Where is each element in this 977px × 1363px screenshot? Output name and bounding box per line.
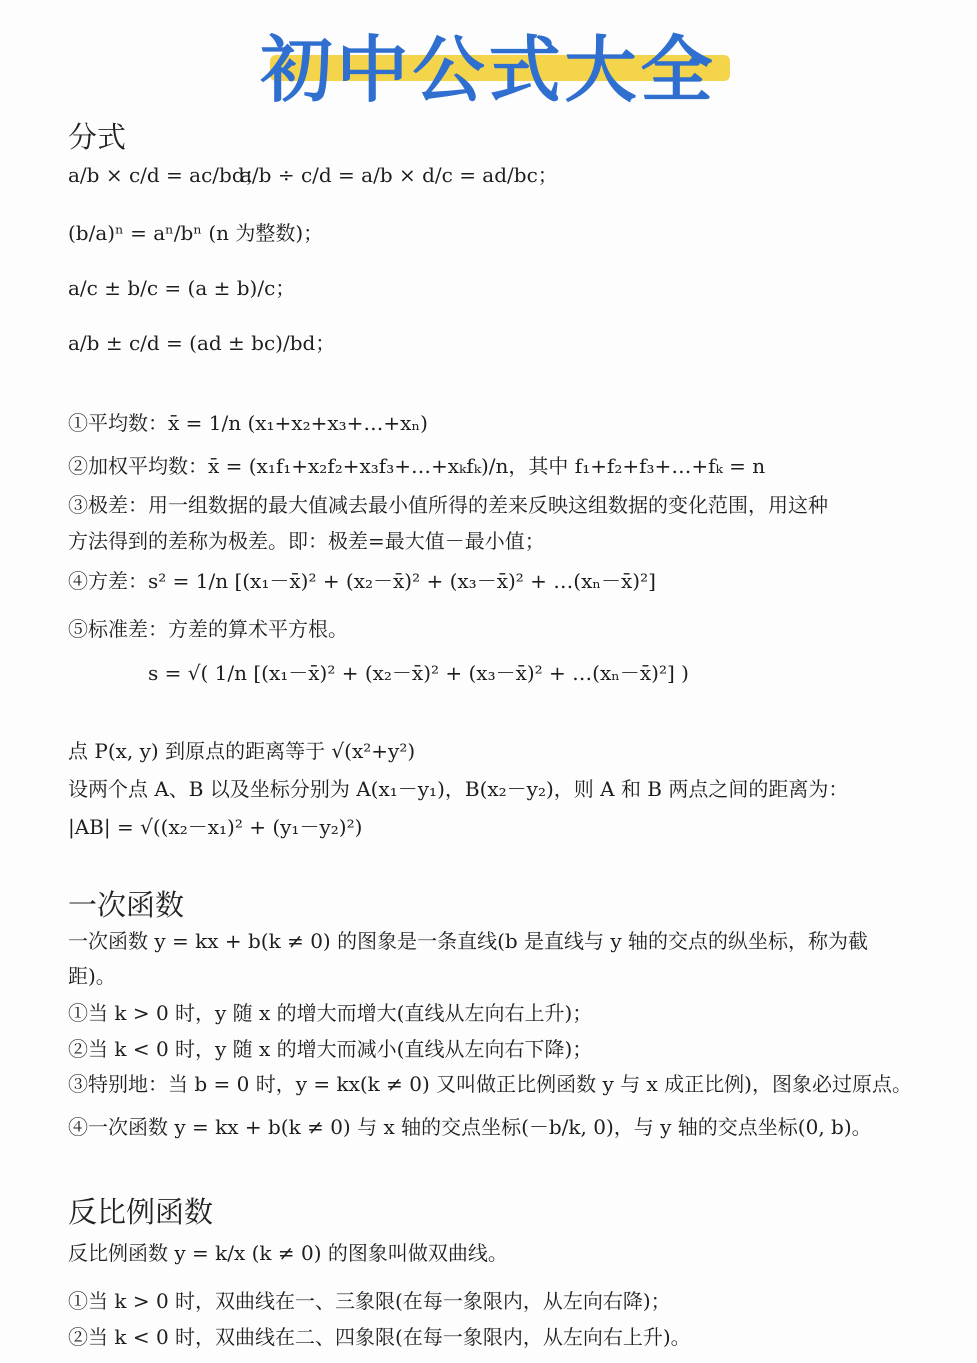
inverse-k-positive: ①当 k > 0 时，双曲线在一、三象限(在每一象限内，从左向右降)； (68, 1289, 671, 1313)
inverse-k-negative: ②当 k < 0 时，双曲线在二、四象限(在每一象限内，从左向右上升)。 (68, 1325, 691, 1349)
stat-range-line1: ③极差：用一组数据的最大值减去最小值所得的差来反映这组数据的变化范围，用这种 (68, 493, 828, 517)
formula-different-denominator: a/b ± c/d = (ad ± bc)/bd； (68, 331, 336, 355)
section-heading-linear: 一次函数 (68, 888, 185, 922)
stat-std-line1: ⑤标准差：方差的算术平方根。 (68, 617, 348, 641)
stat-mean: ①平均数：x̄ = 1/n (x₁+x₂+x₃+…+xₙ) (68, 411, 428, 435)
page-title: 初中公式大全 (260, 28, 717, 112)
section-heading-fraction: 分式 (68, 120, 127, 154)
formula-same-denominator: a/c ± b/c = (a ± b)/c； (68, 276, 296, 300)
linear-line2: 距)。 (68, 964, 116, 988)
linear-k-positive: ①当 k > 0 时，y 随 x 的增大而增大(直线从左向右上升)； (68, 1001, 593, 1025)
linear-line1: 一次函数 y = kx + b(k ≠ 0) 的图象是一条直线(b 是直线与 y 轴的交点的纵坐标，称为截 (68, 929, 869, 953)
section-heading-inverse: 反比例函数 (68, 1195, 214, 1229)
distance-formula: |AB| = √((x₂－x₁)² + (y₁－y₂)²) (68, 815, 363, 839)
formula-divide: a/b ÷ c/d = a/b × d/c = ad/bc； (240, 163, 558, 187)
linear-intercepts: ④一次函数 y = kx + b(k ≠ 0) 与 x 轴的交点坐标(－b/k, 0)，与 y 轴的交点坐标(0, b)。 (68, 1115, 872, 1139)
formula-power: (b/a)ⁿ = aⁿ/bⁿ (n 为整数)； (68, 221, 324, 245)
inverse-line1: 反比例函数 y = k/x (k ≠ 0) 的图象叫做双曲线。 (68, 1241, 508, 1265)
linear-k-negative: ②当 k < 0 时，y 随 x 的增大而减小(直线从左向右下降)； (68, 1037, 593, 1061)
distance-origin: 点 P(x, y) 到原点的距离等于 √(x²+y²) (68, 739, 416, 763)
distance-two-points: 设两个点 A、B 以及坐标分别为 A(x₁－y₁)，B(x₂－y₂)，则 A 和 B 两点之间的距离为： (68, 777, 849, 801)
linear-proportional: ③特别地：当 b = 0 时，y = kx(k ≠ 0) 又叫做正比例函数 y 与 x 成正比例)，图象必过原点。 (68, 1072, 912, 1096)
stat-variance: ④方差：s² = 1/n [(x₁－x̄)² + (x₂－x̄)² + (x₃－x̄)² + …(xₙ－x̄)²] (68, 569, 656, 593)
stat-std-formula: s = √( 1/n [(x₁－x̄)² + (x₂－x̄)² + (x₃－x̄)² + …(xₙ－x̄)²] ) (148, 661, 689, 685)
stat-range-line2: 方法得到的差称为极差。即：极差=最大值－最小值； (68, 529, 545, 553)
stat-weighted-mean: ②加权平均数：x̄ = (x₁f₁+x₂f₂+x₃f₃+…+xₖfₖ)/n，其中 f₁+f₂+f₃+…+fₖ = n (68, 454, 766, 478)
formula-multiply: a/b × c/d = ac/bd； (68, 163, 265, 187)
